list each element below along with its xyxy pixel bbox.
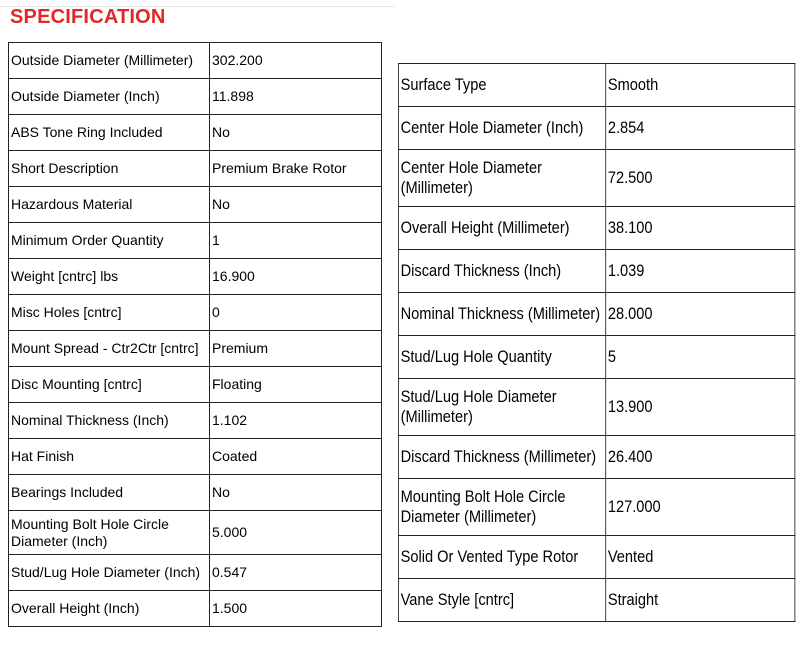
table-row xyxy=(398,479,794,536)
table-row xyxy=(398,579,794,622)
table-row xyxy=(9,43,382,79)
spec-label: Outside Diameter (Inch) xyxy=(9,79,210,115)
table-row xyxy=(398,150,794,207)
spec-value: 28.000 xyxy=(606,293,795,336)
specification-table-right xyxy=(398,63,795,622)
spec-value: Straight xyxy=(606,579,795,622)
spec-value: 11.898 xyxy=(210,79,382,115)
spec-value: 127.000 xyxy=(606,479,795,536)
spec-value: 72.500 xyxy=(606,150,795,207)
spec-label: Bearings Included xyxy=(9,475,210,511)
spec-label: Vane Style [cntrc] xyxy=(398,579,605,622)
spec-label: Overall Height (Millimeter) xyxy=(398,207,605,250)
table-row xyxy=(9,367,382,403)
spec-value: Premium Brake Rotor xyxy=(210,151,382,187)
spec-label: Overall Height (Inch) xyxy=(9,591,210,627)
table-row xyxy=(9,403,382,439)
spec-label: Stud/Lug Hole Diameter (Inch) xyxy=(9,555,210,591)
spec-label: Center Hole Diameter (Inch) xyxy=(398,107,605,150)
spec-value: 2.854 xyxy=(606,107,795,150)
table-row xyxy=(9,555,382,591)
spec-value: 5 xyxy=(606,336,795,379)
spec-label: Disc Mounting [cntrc] xyxy=(9,367,210,403)
spec-value: 1.039 xyxy=(606,250,795,293)
spec-value: No xyxy=(210,115,382,151)
table-row xyxy=(398,107,794,150)
spec-value: 1 xyxy=(210,223,382,259)
spec-value: Floating xyxy=(210,367,382,403)
table-row xyxy=(9,511,382,555)
spec-label: Surface Type xyxy=(398,64,605,107)
page-title: SPECIFICATION xyxy=(10,6,166,28)
table-row xyxy=(398,293,794,336)
spec-value: No xyxy=(210,187,382,223)
spec-label: Mounting Bolt Hole Circle Diameter (Millimeter) xyxy=(398,479,605,536)
table-row xyxy=(9,295,382,331)
table-row xyxy=(398,250,794,293)
table-row xyxy=(9,259,382,295)
spec-value: 16.900 xyxy=(210,259,382,295)
table-row xyxy=(9,223,382,259)
spec-value: 38.100 xyxy=(606,207,795,250)
spec-label: Hat Finish xyxy=(9,439,210,475)
spec-label: Stud/Lug Hole Quantity xyxy=(398,336,605,379)
spec-label: Mount Spread - Ctr2Ctr [cntrc] xyxy=(9,331,210,367)
table-row xyxy=(9,187,382,223)
spec-value: Smooth xyxy=(606,64,795,107)
spec-label: Minimum Order Quantity xyxy=(9,223,210,259)
spec-value: Vented xyxy=(606,536,795,579)
spec-value: 302.200 xyxy=(210,43,382,79)
spec-label: Nominal Thickness (Inch) xyxy=(9,403,210,439)
table-row xyxy=(9,439,382,475)
spec-value: 1.102 xyxy=(210,403,382,439)
table-row xyxy=(398,436,794,479)
spec-value: 0.547 xyxy=(210,555,382,591)
table-row xyxy=(9,115,382,151)
spec-label: Outside Diameter (Millimeter) xyxy=(9,43,210,79)
spec-value: 26.400 xyxy=(606,436,795,479)
spec-label: Misc Holes [cntrc] xyxy=(9,295,210,331)
spec-label: Nominal Thickness (Millimeter) xyxy=(398,293,605,336)
table-row xyxy=(9,79,382,115)
spec-value: 0 xyxy=(210,295,382,331)
spec-value: 13.900 xyxy=(606,379,795,436)
spec-value: 5.000 xyxy=(210,511,382,555)
table-row xyxy=(398,336,794,379)
spec-label: Hazardous Material xyxy=(9,187,210,223)
spec-label: ABS Tone Ring Included xyxy=(9,115,210,151)
spec-label: Discard Thickness (Inch) xyxy=(398,250,605,293)
spec-value: Premium xyxy=(210,331,382,367)
spec-label: Stud/Lug Hole Diameter (Millimeter) xyxy=(398,379,605,436)
spec-value: 1.500 xyxy=(210,591,382,627)
spec-label: Short Description xyxy=(9,151,210,187)
table-row xyxy=(9,331,382,367)
spec-value: No xyxy=(210,475,382,511)
table-row xyxy=(398,536,794,579)
table-row xyxy=(9,591,382,627)
specification-table-left xyxy=(8,42,382,627)
spec-label: Mounting Bolt Hole Circle Diameter (Inch) xyxy=(9,511,210,555)
spec-label: Weight [cntrc] lbs xyxy=(9,259,210,295)
spec-label: Discard Thickness (Millimeter) xyxy=(398,436,605,479)
spec-label: Solid Or Vented Type Rotor xyxy=(398,536,605,579)
table-row xyxy=(398,379,794,436)
spec-label: Center Hole Diameter (Millimeter) xyxy=(398,150,605,207)
table-row xyxy=(398,64,794,107)
table-row xyxy=(9,151,382,187)
spec-value: Coated xyxy=(210,439,382,475)
table-row xyxy=(9,475,382,511)
table-row xyxy=(398,207,794,250)
